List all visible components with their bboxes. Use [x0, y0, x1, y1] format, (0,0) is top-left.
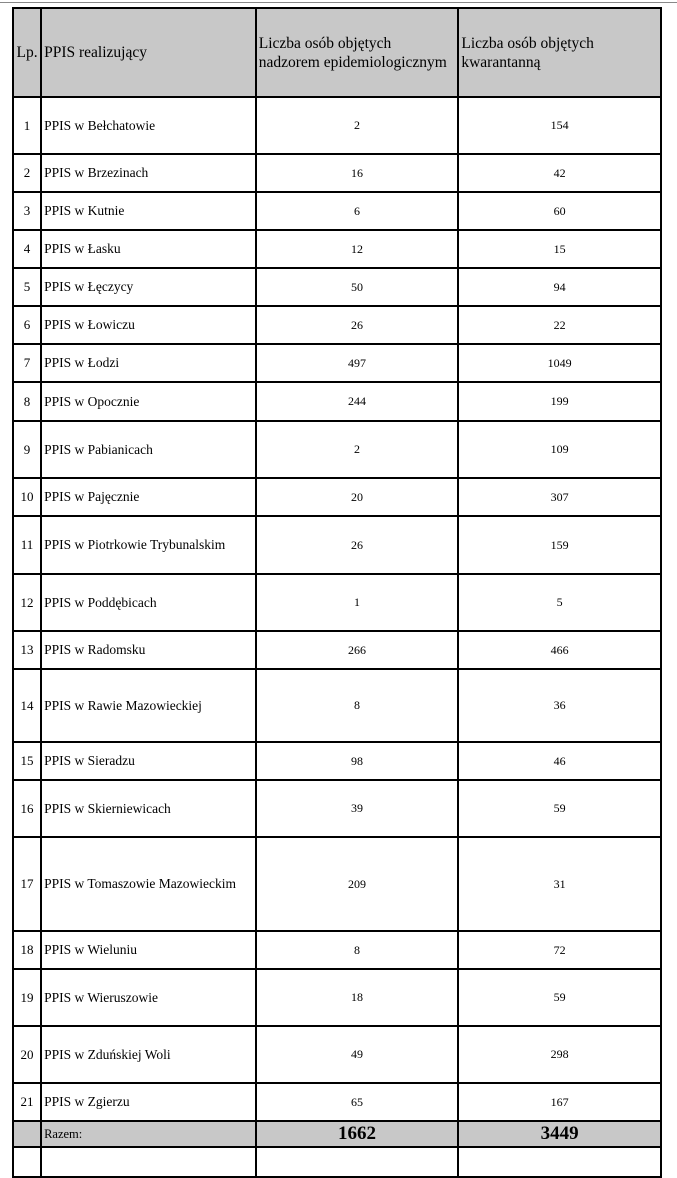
total-label: Razem:	[41, 1121, 256, 1147]
row-lp: 19	[13, 969, 41, 1026]
row-supervision: 2	[256, 97, 459, 154]
table-row	[13, 421, 661, 478]
empty-cell	[256, 1147, 459, 1177]
row-lp: 3	[13, 192, 41, 230]
row-name: PPIS w Skierniewicach	[41, 780, 256, 837]
row-name: PPIS w Sieradzu	[41, 742, 256, 780]
row-name: PPIS w Łodzi	[41, 344, 256, 382]
row-lp: 5	[13, 268, 41, 306]
row-lp: 1	[13, 97, 41, 154]
row-name: PPIS w Opocznie	[41, 382, 256, 421]
row-supervision: 16	[256, 154, 459, 192]
table-row	[13, 931, 661, 969]
header-quarantine: Liczba osób objętych kwarantanną	[458, 8, 661, 97]
empty-row	[13, 1147, 661, 1177]
row-name: PPIS w Zduńskiej Woli	[41, 1026, 256, 1083]
row-name: PPIS w Wieluniu	[41, 931, 256, 969]
table-row	[13, 382, 661, 421]
table-row	[13, 669, 661, 742]
row-lp: 10	[13, 478, 41, 516]
row-name: PPIS w Pajęcznie	[41, 478, 256, 516]
row-lp: 12	[13, 574, 41, 631]
row-quarantine: 72	[458, 931, 661, 969]
row-lp: 17	[13, 837, 41, 931]
row-lp: 20	[13, 1026, 41, 1083]
row-supervision: 26	[256, 516, 459, 574]
row-quarantine: 5	[458, 574, 661, 631]
row-name: PPIS w Poddębicach	[41, 574, 256, 631]
table-row	[13, 780, 661, 837]
table-row	[13, 631, 661, 669]
row-supervision: 6	[256, 192, 459, 230]
row-supervision: 8	[256, 669, 459, 742]
row-supervision: 12	[256, 230, 459, 268]
row-supervision: 18	[256, 969, 459, 1026]
row-lp: 11	[13, 516, 41, 574]
row-quarantine: 298	[458, 1026, 661, 1083]
row-quarantine: 154	[458, 97, 661, 154]
row-lp: 7	[13, 344, 41, 382]
header-name: PPIS realizujący	[41, 8, 256, 97]
row-quarantine: 31	[458, 837, 661, 931]
row-lp: 21	[13, 1083, 41, 1121]
row-lp: 18	[13, 931, 41, 969]
row-supervision: 244	[256, 382, 459, 421]
row-name: PPIS w Łęczycy	[41, 268, 256, 306]
row-supervision: 98	[256, 742, 459, 780]
row-name: PPIS w Rawie Mazowieckiej	[41, 669, 256, 742]
row-quarantine: 42	[458, 154, 661, 192]
row-supervision: 2	[256, 421, 459, 478]
table-row	[13, 969, 661, 1026]
row-quarantine: 159	[458, 516, 661, 574]
row-quarantine: 1049	[458, 344, 661, 382]
table-row	[13, 268, 661, 306]
row-supervision: 266	[256, 631, 459, 669]
row-supervision: 1	[256, 574, 459, 631]
table-row	[13, 97, 661, 154]
quarantine-report-table	[12, 7, 662, 1178]
row-supervision: 39	[256, 780, 459, 837]
row-name: PPIS w Wieruszowie	[41, 969, 256, 1026]
row-quarantine: 199	[458, 382, 661, 421]
total-quarantine: 3449	[458, 1121, 661, 1147]
row-quarantine: 167	[458, 1083, 661, 1121]
row-name: PPIS w Pabianicach	[41, 421, 256, 478]
table-row	[13, 574, 661, 631]
table-header-row	[13, 8, 661, 97]
row-name: PPIS w Łasku	[41, 230, 256, 268]
table-row	[13, 154, 661, 192]
row-lp: 8	[13, 382, 41, 421]
row-quarantine: 109	[458, 421, 661, 478]
table-row	[13, 742, 661, 780]
total-row	[13, 1121, 661, 1147]
row-name: PPIS w Radomsku	[41, 631, 256, 669]
row-quarantine: 307	[458, 478, 661, 516]
total-lp-cell	[13, 1121, 41, 1147]
header-supervision: Liczba osób objętych nadzorem epidemiologicznym	[256, 8, 459, 97]
row-lp: 9	[13, 421, 41, 478]
table-row	[13, 516, 661, 574]
row-supervision: 49	[256, 1026, 459, 1083]
table-row	[13, 478, 661, 516]
empty-cell	[13, 1147, 41, 1177]
row-quarantine: 59	[458, 969, 661, 1026]
row-supervision: 8	[256, 931, 459, 969]
row-lp: 15	[13, 742, 41, 780]
row-lp: 13	[13, 631, 41, 669]
row-name: PPIS w Łowiczu	[41, 306, 256, 344]
row-lp: 14	[13, 669, 41, 742]
row-quarantine: 59	[458, 780, 661, 837]
row-quarantine: 15	[458, 230, 661, 268]
row-supervision: 65	[256, 1083, 459, 1121]
table-row	[13, 837, 661, 931]
row-supervision: 20	[256, 478, 459, 516]
row-quarantine: 466	[458, 631, 661, 669]
row-lp: 2	[13, 154, 41, 192]
row-supervision: 26	[256, 306, 459, 344]
row-quarantine: 60	[458, 192, 661, 230]
row-lp: 16	[13, 780, 41, 837]
row-quarantine: 94	[458, 268, 661, 306]
page-top-rule	[0, 2, 677, 3]
empty-cell	[41, 1147, 256, 1177]
row-name: PPIS w Piotrkowie Trybunalskim	[41, 516, 256, 574]
row-name: PPIS w Tomaszowie Mazowieckim	[41, 837, 256, 931]
row-name: PPIS w Zgierzu	[41, 1083, 256, 1121]
table-row	[13, 1083, 661, 1121]
row-supervision: 497	[256, 344, 459, 382]
row-lp: 6	[13, 306, 41, 344]
table-row	[13, 306, 661, 344]
empty-cell	[458, 1147, 661, 1177]
row-supervision: 209	[256, 837, 459, 931]
row-supervision: 50	[256, 268, 459, 306]
table-row	[13, 230, 661, 268]
header-lp: Lp.	[13, 8, 41, 97]
row-lp: 4	[13, 230, 41, 268]
table-row	[13, 192, 661, 230]
total-supervision: 1662	[256, 1121, 459, 1147]
row-name: PPIS w Brzezinach	[41, 154, 256, 192]
row-quarantine: 22	[458, 306, 661, 344]
row-name: PPIS w Bełchatowie	[41, 97, 256, 154]
row-quarantine: 46	[458, 742, 661, 780]
table-row	[13, 344, 661, 382]
row-name: PPIS w Kutnie	[41, 192, 256, 230]
table-row	[13, 1026, 661, 1083]
row-quarantine: 36	[458, 669, 661, 742]
